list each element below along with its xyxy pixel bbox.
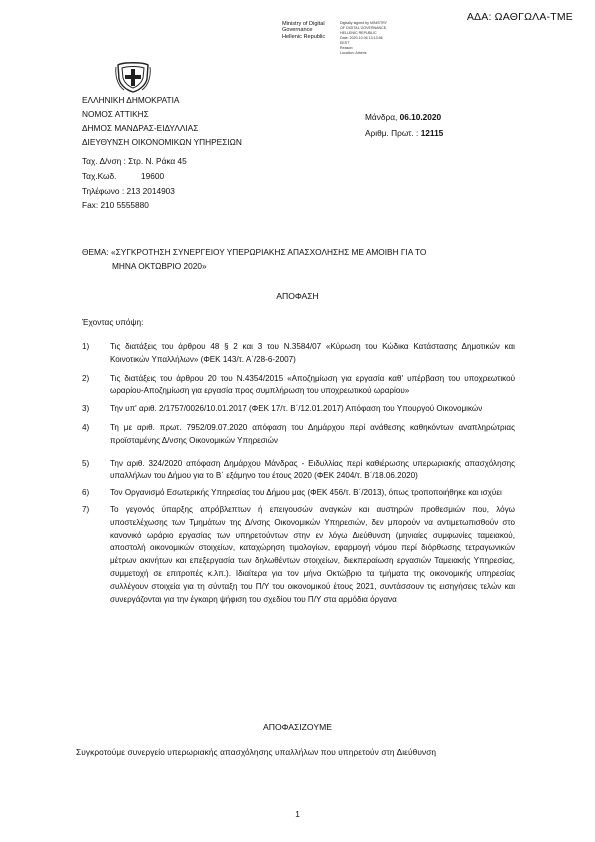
issuer-block bbox=[82, 94, 242, 150]
item-number: 7) bbox=[82, 504, 90, 514]
decision-title: ΑΠΟΦΑΣΗ bbox=[276, 291, 319, 301]
given-label: Έχοντας υπόψη: bbox=[82, 317, 144, 327]
considerations-list bbox=[82, 341, 515, 606]
date-line bbox=[341, 109, 443, 125]
signature-detail-line: Reason: bbox=[340, 46, 354, 50]
signature-detail-line: Digitally signed by MINISTRY bbox=[340, 21, 388, 25]
signature-line: Ministry of Digital bbox=[282, 21, 325, 27]
prefecture-line: ΝΟΜΟΣ ΑΤΤΙΚΗΣ bbox=[82, 108, 149, 119]
country-line: ΕΛΛΗΝΙΚΗ ΔΗΜΟΚΡΑΤΙΑ bbox=[82, 95, 180, 105]
fax-line bbox=[82, 198, 187, 213]
subject-block bbox=[82, 245, 426, 273]
address-text: Ταχ. Δ/νση : Στρ. Ν. Ράκα 45 bbox=[82, 156, 187, 166]
protocol-label: Αριθμ. Πρωτ. : bbox=[365, 128, 419, 138]
list-item bbox=[82, 403, 515, 416]
signature-detail-line: HELLENIC REPUBLIC bbox=[340, 31, 377, 35]
greek-emblem-icon bbox=[115, 61, 151, 93]
signature-line: Hellenic Republic bbox=[282, 33, 326, 40]
postal-code-value: 19600 bbox=[141, 170, 165, 181]
protocol-line bbox=[341, 125, 443, 141]
city-text: Μάνδρα, bbox=[365, 112, 398, 122]
item-text: Τη με αριθ. πρωτ. 7952/09.07.2020 απόφαση του Δημάρχου περί ανάθεσης καθηκόντων αναπληρώτριας προϊσταμένης Δ/νσης Οικονομικών Υπηρεσιών bbox=[110, 422, 515, 445]
digital-signature-detail bbox=[340, 21, 392, 56]
decision-body-text: Συγκροτούμε συνεργείο υπερωριακής απασχόλησης υπαλλήλων που υπηρετούν στη Διεύθυνση bbox=[76, 747, 437, 757]
subject-line-1: ΘΕΜΑ: «ΣΥΓΚΡΟΤΗΣΗ ΣΥΝΕΡΓΕΙΟΥ ΥΠΕΡΩΡΙΑΚΗΣ ΑΠΑΣΧΟΛΗΣΗΣ ΜΕ ΑΜΟΙΒΗ ΓΙΑ ΤΟ bbox=[82, 247, 427, 257]
list-item bbox=[82, 373, 515, 399]
ada-code: ΑΔΑ: ΩΑΘΓΩΛΑ-ΤΜΕ bbox=[466, 11, 573, 23]
list-item bbox=[82, 487, 515, 500]
item-number: 5) bbox=[82, 458, 90, 468]
item-number: 2) bbox=[82, 373, 90, 383]
list-item bbox=[82, 504, 515, 606]
address-line bbox=[82, 154, 187, 169]
document-date: 06.10.2020 bbox=[399, 112, 442, 122]
phone-line bbox=[82, 184, 187, 199]
municipality-line: ΔΗΜΟΣ ΜΑΝΔΡΑΣ-ΕΙΔΥΛΛΙΑΣ bbox=[82, 122, 199, 133]
date-protocol-block bbox=[341, 109, 443, 141]
item-text: Τις διατάξεις του άρθρου 20 του Ν.4354/2015 «Αποζημίωση για εργασία καθ' υπέρβαση του υποχρεωτικού ωραρίου-Αποζημίωση για εργασία προς συμπλήρωση του υποχρεωτικού ωραρίου» bbox=[110, 373, 515, 396]
subject-line-2: ΜΗΝΑ ΟΚΤΩΒΡΙΟ 2020» bbox=[112, 261, 207, 271]
postal-code-line bbox=[82, 169, 187, 184]
phone-text: Τηλέφωνο : 213 2014903 bbox=[82, 185, 175, 196]
item-number: 3) bbox=[82, 404, 90, 414]
item-text: Τις διατάξεις του άρθρου 48 § 2 και 3 του Ν.3584/07 «Κύρωση του Κώδικα Κατάστασης Δημοτικών και Κοινοτικών Υπαλλήλων» (ΦΕΚ 143/τ. Α΄/28-6-2007) bbox=[110, 342, 515, 364]
signature-detail-line: Location: Athens bbox=[340, 51, 367, 55]
item-number: 4) bbox=[82, 422, 90, 432]
postal-code-label: Ταχ.Κωδ. bbox=[82, 170, 117, 181]
item-number: 1) bbox=[82, 342, 90, 351]
signature-detail-line: EEST bbox=[340, 41, 350, 45]
item-number: 6) bbox=[82, 488, 90, 498]
page-number: 1 bbox=[295, 809, 300, 819]
protocol-number: 12115 bbox=[420, 128, 444, 138]
signature-detail-line: OF DIGITAL GOVERNANCE, bbox=[340, 26, 388, 30]
signature-detail-line: Date: 2020.10.06 13:13:56 bbox=[340, 36, 383, 40]
we-decide-title: ΑΠΟΦΑΣΙΖΟΥΜΕ bbox=[263, 722, 332, 732]
contact-block bbox=[82, 154, 187, 213]
directorate-line: ΔΙΕΥΘΥΝΣΗ ΟΙΚΟΝΟΜΙΚΩΝ ΥΠΗΡΕΣΙΩΝ bbox=[82, 136, 242, 147]
item-text: Τον Οργανισμό Εσωτερικής Υπηρεσίας του Δήμου μας (ΦΕΚ 456/τ. Β΄/2013), όπως τροποποιήθηκε και ισχύει bbox=[110, 488, 502, 498]
item-text: Την αριθ. 324/2020 απόφαση Δημάρχου Μάνδρας - Ειδυλλίας περί καθιέρωσης υπερωριακής απασχόλησης υπαλλήλων του Δήμου για το Β΄ εξάμηνο του έτους 2020 (ΦΕΚ 2404/τ. Β΄/18.06.2020) bbox=[110, 458, 515, 481]
list-item bbox=[82, 341, 515, 367]
item-text: Το γεγονός ύπαρξης απρόβλεπτων ή επειγουσών αναγκών και αυστηρών προθεσμιών που, λόγω υποστελέχωσης των Τμημάτων της Δ/νσης Οικονομικών Υπηρεσιών, δεν μπορούν να αντιμετωπισθούν στο κανονικό ωράριο εργασίας των υπηρετούντων στην εν λόγω Διεύθυνση (μηνιαίες συμφωνίες ταμειακού, αποστολή οικονομικών στοιχείων, καταχώρηση τιμολογίων, εφαρμογή νόμου περί διόρθωσης τετραγωνικών μέτρων ακινήτων και επεξεργασία των δηλωθέντων στοιχείων, διεκπεραίωση εργασιών Ταμειακής Υπηρεσίας, συμμετοχή σε επιτροπές κ.λπ.). Ιδιαίτερα για τον μήνα Οκτώβριο τα τμήματα της οικονομικής υπηρεσίας συλλέγουν στοιχεία για τη σύνταξη του Π/Υ του οικονομικού έτους 2021, συντάσσουν τις εισηγήσεις τελών και συνεργάζονται για την έγκαιρη ψήφιση του σχεδίου του Π/Υ στα αρμόδια όργανα bbox=[110, 504, 515, 604]
item-text: Την υπ' αριθ. 2/1757/0026/10.01.2017 (ΦΕΚ 17/τ. Β΄/12.01.2017) Απόφαση του Υπουργού Οικονομικών bbox=[110, 404, 483, 414]
list-item bbox=[82, 422, 515, 448]
signature-line: Governance bbox=[282, 27, 313, 34]
list-item bbox=[82, 458, 515, 484]
fax-text: Fax: 210 5555880 bbox=[82, 200, 149, 211]
